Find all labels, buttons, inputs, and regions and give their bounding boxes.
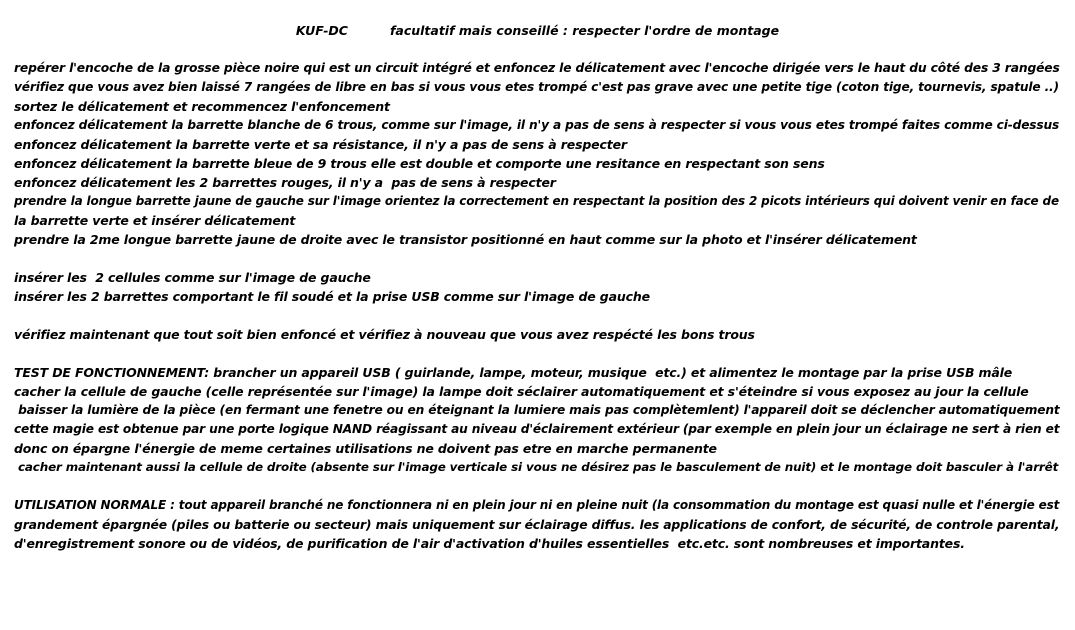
paragraph-spacer	[14, 477, 1066, 496]
assembly-step: sortez le délicatement et recommencez l'enfoncement	[14, 99, 390, 114]
assembly-step: la barrette verte et insérer délicatement	[14, 213, 296, 228]
test-line: TEST DE FONCTIONNEMENT: brancher un appareil USB ( guirlande, lampe, moteur, musique etc.) et alimentez le montage par la prise USB mâle	[14, 365, 1013, 380]
cells-step: insérer les 2 barrettes comportant le fil soudé et la prise USB comme sur l'image de gauche	[14, 289, 650, 304]
document-title	[0, 21, 1075, 40]
document-body	[14, 59, 1066, 553]
usage-line: UTILISATION NORMALE : tout appareil branché ne fonctionnera ni en plein jour ni en pleine nuit (la consommation du montage est quasi nulle et l'énergie est	[14, 498, 1060, 512]
product-code: KUF-DC	[295, 23, 348, 38]
assembly-step: vérifiez que vous avez bien laissé 7 rangées de libre en bas si vous vous etes trompé c'est pas grave avec une petite tige (coton tige, tournevis, spatule ..)	[14, 80, 1059, 94]
assembly-step: enfoncez délicatement la barrette bleue de 9 trous elle est double et comporte une resitance en respectant son sens	[14, 156, 825, 171]
assembly-step: repérer l'encoche de la grosse pièce noire qui est un circuit intégré et enfoncez le délicatement avec l'encoche dirigée vers le haut du côté des 3 rangées	[14, 61, 1060, 75]
paragraph-spacer	[14, 249, 1066, 268]
test-line: baisser la lumière de la pièce (en fermant une fenetre ou en éteignant la lumiere mais pas complètemlent) l'appareil doit se déclencher automatiquement	[14, 403, 1060, 417]
verify-line: vérifiez maintenant que tout soit bien enfoncé et vérifiez à nouveau que vous avez respécté les bons trous	[14, 327, 755, 342]
usage-line: d'enregistrement sonore ou de vidéos, de purification de l'air d'activation d'huiles essentielles etc.etc. sont nombreuses et importantes.	[14, 536, 965, 551]
assembly-step: enfoncez délicatement la barrette verte et sa résistance, il n'y a pas de sens à respecter	[14, 137, 627, 152]
test-line: cacher la cellule de gauche (celle représentée sur l'image) la lampe doit séclairer automatiquement et s'éteindre si vous exposez au jour la cellule	[14, 384, 1029, 399]
assembly-step: prendre la 2me longue barrette jaune de droite avec le transistor positionné en haut comme sur la photo et l'insérer délicatement	[14, 232, 917, 247]
title-subtitle: facultatif mais conseillé : respecter l'ordre de montage	[389, 23, 780, 38]
test-line: cette magie est obtenue par une porte logique NAND réagissant au niveau d'éclairement extérieur (par exemple en plein jour un éclairage ne sert à rien et	[14, 422, 1060, 436]
cells-step: insérer les 2 cellules comme sur l'image de gauche	[14, 270, 371, 285]
assembly-step: enfoncez délicatement la barrette blanche de 6 trous, comme sur l'image, il n'y a pas de sens à respecter si vous vous etes trompé faites comme ci-dessus	[14, 118, 1060, 132]
test-line: donc on épargne l'énergie de meme certaines utilisations ne doivent pas etre en marche permanente	[14, 441, 717, 456]
test-line: cacher maintenant aussi la cellule de droite (absente sur l'image verticale si vous ne désirez pas le basculement de nuit) et le montage doit basculer à l'arrêt	[14, 460, 1059, 474]
usage-line: grandement épargnée (piles ou batterie ou secteur) mais uniquement sur éclairage diffus. les applications de confort, de sécurité, de controle parental,	[14, 517, 1060, 532]
assembly-step: prendre la longue barrette jaune de gauche sur l'image orientez la correctement en respectant la position des 2 picots intérieurs qui doivent venir en face de	[14, 194, 1059, 208]
assembly-step: enfoncez délicatement les 2 barrettes rouges, il n'y a pas de sens à respecter	[14, 175, 556, 190]
paragraph-spacer	[14, 306, 1066, 325]
paragraph-spacer	[14, 344, 1066, 363]
